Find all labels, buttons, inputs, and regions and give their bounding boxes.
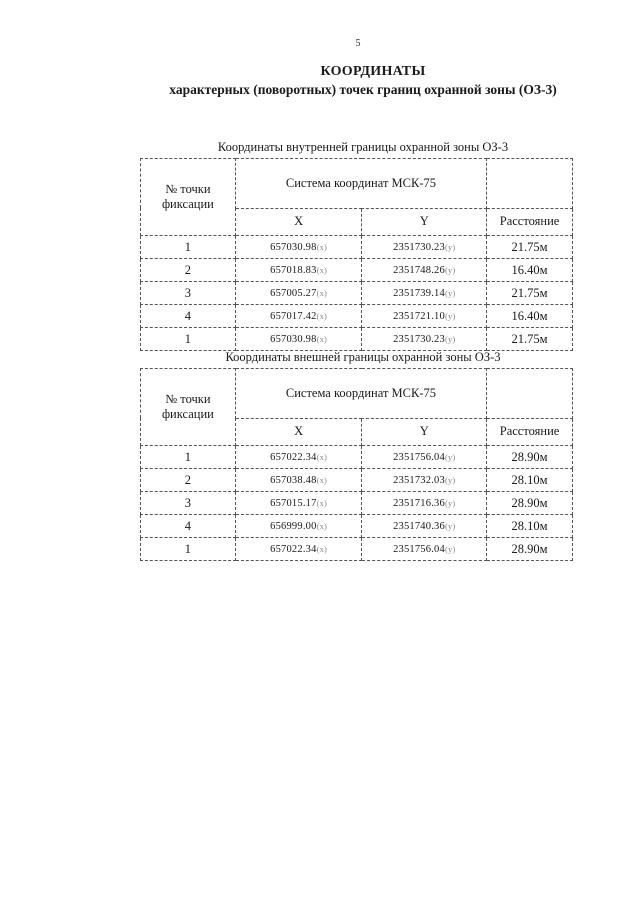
inner-table-caption: Координаты внутренней границы охранной зоны ОЗ-3 [217, 140, 509, 154]
y-value: 2351721.10 [393, 310, 445, 322]
point-number: 4 [141, 515, 236, 538]
y-suffix: (y) [444, 310, 456, 321]
table-row [141, 259, 573, 282]
x-suffix: (x) [316, 287, 328, 298]
x-coordinate [235, 538, 362, 561]
y-value: 2351716.36 [393, 497, 445, 509]
x-suffix: (x) [316, 474, 328, 485]
table-row [141, 492, 573, 515]
x-value: 657030.98 [270, 241, 317, 253]
x-coordinate [235, 282, 362, 305]
distance: 21.75м [487, 328, 573, 351]
x-coordinate [235, 492, 362, 515]
distance: 16.40м [487, 259, 573, 282]
y-value: 2351740.36 [393, 520, 445, 532]
y-coordinate [362, 538, 487, 561]
point-number: 4 [141, 305, 236, 328]
table-row [141, 469, 573, 492]
inner-coordinates-table [140, 158, 573, 351]
x-value: 657022.34 [270, 451, 317, 463]
y-coordinate [362, 492, 487, 515]
y-value: 2351730.23 [393, 333, 445, 345]
point-number: 1 [141, 538, 236, 561]
x-coordinate [235, 259, 362, 282]
table-row [141, 282, 573, 305]
x-suffix: (x) [316, 310, 328, 321]
document-title: КООРДИНАТЫ [320, 64, 426, 79]
x-value: 657030.98 [270, 333, 317, 345]
outer-coordinates-table [140, 368, 573, 561]
distance: 21.75м [487, 236, 573, 259]
x-value: 657015.17 [270, 497, 317, 509]
x-suffix: (x) [316, 333, 328, 344]
y-suffix: (y) [444, 241, 456, 252]
x-coordinate [235, 328, 362, 351]
y-value: 2351756.04 [393, 543, 445, 555]
x-coordinate [235, 515, 362, 538]
outer-table-caption: Координаты внешней границы охранной зоны ОЗ-3 [225, 350, 501, 364]
x-coordinate [235, 236, 362, 259]
table-row [141, 236, 573, 259]
x-suffix: (x) [316, 497, 328, 508]
x-value: 657018.83 [270, 264, 317, 276]
y-suffix: (y) [444, 451, 456, 462]
header-empty-cell [487, 159, 573, 209]
x-value: 657017.42 [270, 310, 317, 322]
header-distance: Расстояние [487, 208, 573, 236]
y-value: 2351732.03 [393, 474, 445, 486]
header-point-number: № точки фиксации [141, 369, 236, 446]
inner-table-body [141, 236, 573, 351]
y-suffix: (y) [444, 543, 456, 554]
header-y: Y [362, 418, 487, 446]
y-coordinate [362, 328, 487, 351]
distance: 21.75м [487, 282, 573, 305]
y-value: 2351730.23 [393, 241, 445, 253]
y-suffix: (y) [444, 333, 456, 344]
x-suffix: (x) [316, 241, 328, 252]
y-suffix: (y) [444, 520, 456, 531]
point-number: 3 [141, 492, 236, 515]
header-y: Y [362, 208, 487, 236]
x-suffix: (x) [316, 451, 328, 462]
y-suffix: (y) [444, 287, 456, 298]
x-coordinate [235, 469, 362, 492]
point-number: 1 [141, 446, 236, 469]
x-value: 656999.00 [270, 520, 317, 532]
x-value: 657038.48 [270, 474, 317, 486]
y-coordinate [362, 259, 487, 282]
x-suffix: (x) [316, 264, 328, 275]
point-number: 1 [141, 236, 236, 259]
document-subtitle: характерных (поворотных) точек границ охранной зоны (ОЗ-3) [169, 82, 557, 97]
x-value: 657022.34 [270, 543, 317, 555]
distance: 28.90м [487, 446, 573, 469]
header-empty-cell [487, 369, 573, 419]
header-distance: Расстояние [487, 418, 573, 446]
table-row [141, 305, 573, 328]
header-x: X [235, 208, 362, 236]
point-number: 3 [141, 282, 236, 305]
header-coordinate-system: Система координат МСК-75 [235, 159, 486, 209]
x-value: 657005.27 [270, 287, 317, 299]
point-number: 1 [141, 328, 236, 351]
x-coordinate [235, 305, 362, 328]
y-value: 2351739.14 [393, 287, 445, 299]
y-suffix: (y) [444, 474, 456, 485]
y-value: 2351756.04 [393, 451, 445, 463]
distance: 28.10м [487, 515, 573, 538]
distance: 16.40м [487, 305, 573, 328]
y-suffix: (y) [444, 264, 456, 275]
header-x: X [235, 418, 362, 446]
x-coordinate [235, 446, 362, 469]
y-suffix: (y) [444, 497, 456, 508]
y-value: 2351748.26 [393, 264, 445, 276]
header-point-number: № точки фиксации [141, 159, 236, 236]
y-coordinate [362, 282, 487, 305]
y-coordinate [362, 236, 487, 259]
table-row [141, 328, 573, 351]
table-row [141, 446, 573, 469]
x-suffix: (x) [316, 543, 328, 554]
y-coordinate [362, 446, 487, 469]
header-coordinate-system: Система координат МСК-75 [235, 369, 486, 419]
y-coordinate [362, 515, 487, 538]
distance: 28.90м [487, 538, 573, 561]
y-coordinate [362, 305, 487, 328]
table-row [141, 515, 573, 538]
outer-table-body [141, 446, 573, 561]
y-coordinate [362, 469, 487, 492]
distance: 28.90м [487, 492, 573, 515]
x-suffix: (x) [316, 520, 328, 531]
table-row [141, 538, 573, 561]
point-number: 2 [141, 259, 236, 282]
distance: 28.10м [487, 469, 573, 492]
point-number: 2 [141, 469, 236, 492]
page-number: 5 [355, 38, 361, 49]
